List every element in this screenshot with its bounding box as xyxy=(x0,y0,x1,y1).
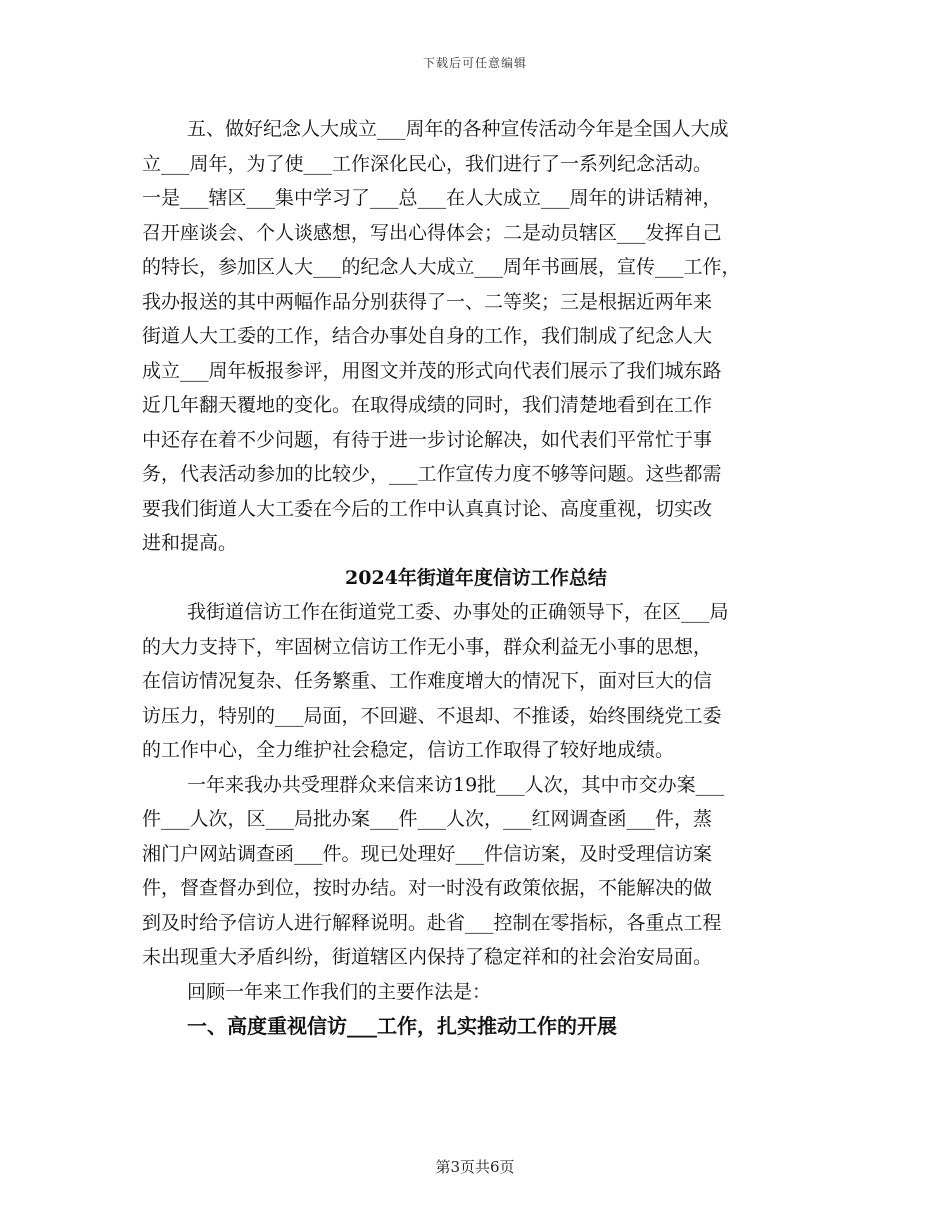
paragraph-3: 回顾一年来工作我们的主要作法是： xyxy=(187,980,492,1003)
article-title: 2024年街道年度信访工作总结 xyxy=(345,566,607,589)
text-line: 件___人次，区___局批办案___件___人次，___红网调查函___件，蒸 xyxy=(142,808,713,830)
section-5-paragraph xyxy=(142,112,810,561)
text-line: 未出现重大矛盾纠纷，街道辖区内保持了稳定祥和的社会治安局面。 xyxy=(142,946,713,968)
text-line: 要我们街道人大工委在今后的工作中认真真讨论、高度重视，切实改 xyxy=(142,497,713,520)
text-line: 一年来我办共受理群众来信来访19批___人次，其中市交办案___ xyxy=(187,773,725,796)
text-line: 湘门户网站调查函___件。现已处理好___件信访案，及时受理信访案 xyxy=(142,842,713,865)
text-line: 召开座谈会、个人谈感想，写出心得体会；二是动员辖区___发挥自己 xyxy=(142,221,722,244)
text-line: 我办报送的其中两幅作品分别获得了一、二等奖；三是根据近两年来 xyxy=(142,290,713,313)
page-header: 下载后可任意编辑 xyxy=(422,56,527,70)
text-line: 访压力，特别的___局面，不回避、不退却、不推诿，始终围绕党工委 xyxy=(142,704,722,727)
text-line: 成立___周年板报参评，用图文并茂的形式向代表们展示了我们城东路 xyxy=(142,359,722,382)
text-line: 五、做好纪念人大成立___周年的各种宣传活动今年是全国人大成 xyxy=(187,118,729,140)
text-line: 到及时给予信访人进行解释说明。赴省___控制在零指标，各重点工程 xyxy=(142,911,722,934)
text-line: 件，督查督办到位，按时办结。对一时没有政策依据，不能解决的做 xyxy=(142,877,713,899)
page-footer: 第3页共6页 xyxy=(435,1158,515,1176)
document-body xyxy=(142,112,810,1044)
text-line: 的工作中心，全力维护社会稳定，信访工作取得了较好地成绩。 xyxy=(142,739,675,761)
text-line: 近几年翻天覆地的变化。在取得成绩的同时，我们清楚地看到在工作 xyxy=(142,394,713,416)
text-line: 的特长，参加区人大___的纪念人大成立___周年书画展，宣传___工作， xyxy=(142,256,741,278)
text-line: 立___周年，为了使___工作深化民心，我们进行了一系列纪念活动。 xyxy=(142,152,713,175)
paragraph-1 xyxy=(142,595,810,768)
text-line: 中还存在着不少问题，有待于进一步讨论解决，如代表们平常忙于事 xyxy=(142,428,713,451)
text-line: 一是___辖区___集中学习了___总___在人大成立___周年的讲话精神， xyxy=(142,187,722,209)
text-line: 在信访情况复杂、任务繁重、工作难度增大的情况下，面对巨大的信 xyxy=(142,670,713,692)
paragraph-2 xyxy=(142,768,810,975)
text-line: 务，代表活动参加的比较少，___工作宣传力度不够等问题。这些都需 xyxy=(142,463,722,485)
text-line: 我街道信访工作在街道党工委、办事处的正确领导下，在区___局 xyxy=(187,601,729,623)
section-heading-1: 一、高度重视信访___工作，扎实推动工作的开展 xyxy=(187,1014,617,1038)
text-line: 的大力支持下，牢固树立信访工作无小事，群众利益无小事的思想， xyxy=(142,635,713,658)
text-line: 街道人大工委的工作，结合办事处自身的工作，我们制成了纪念人大 xyxy=(142,325,713,347)
text-line: 进和提高。 xyxy=(142,532,238,554)
